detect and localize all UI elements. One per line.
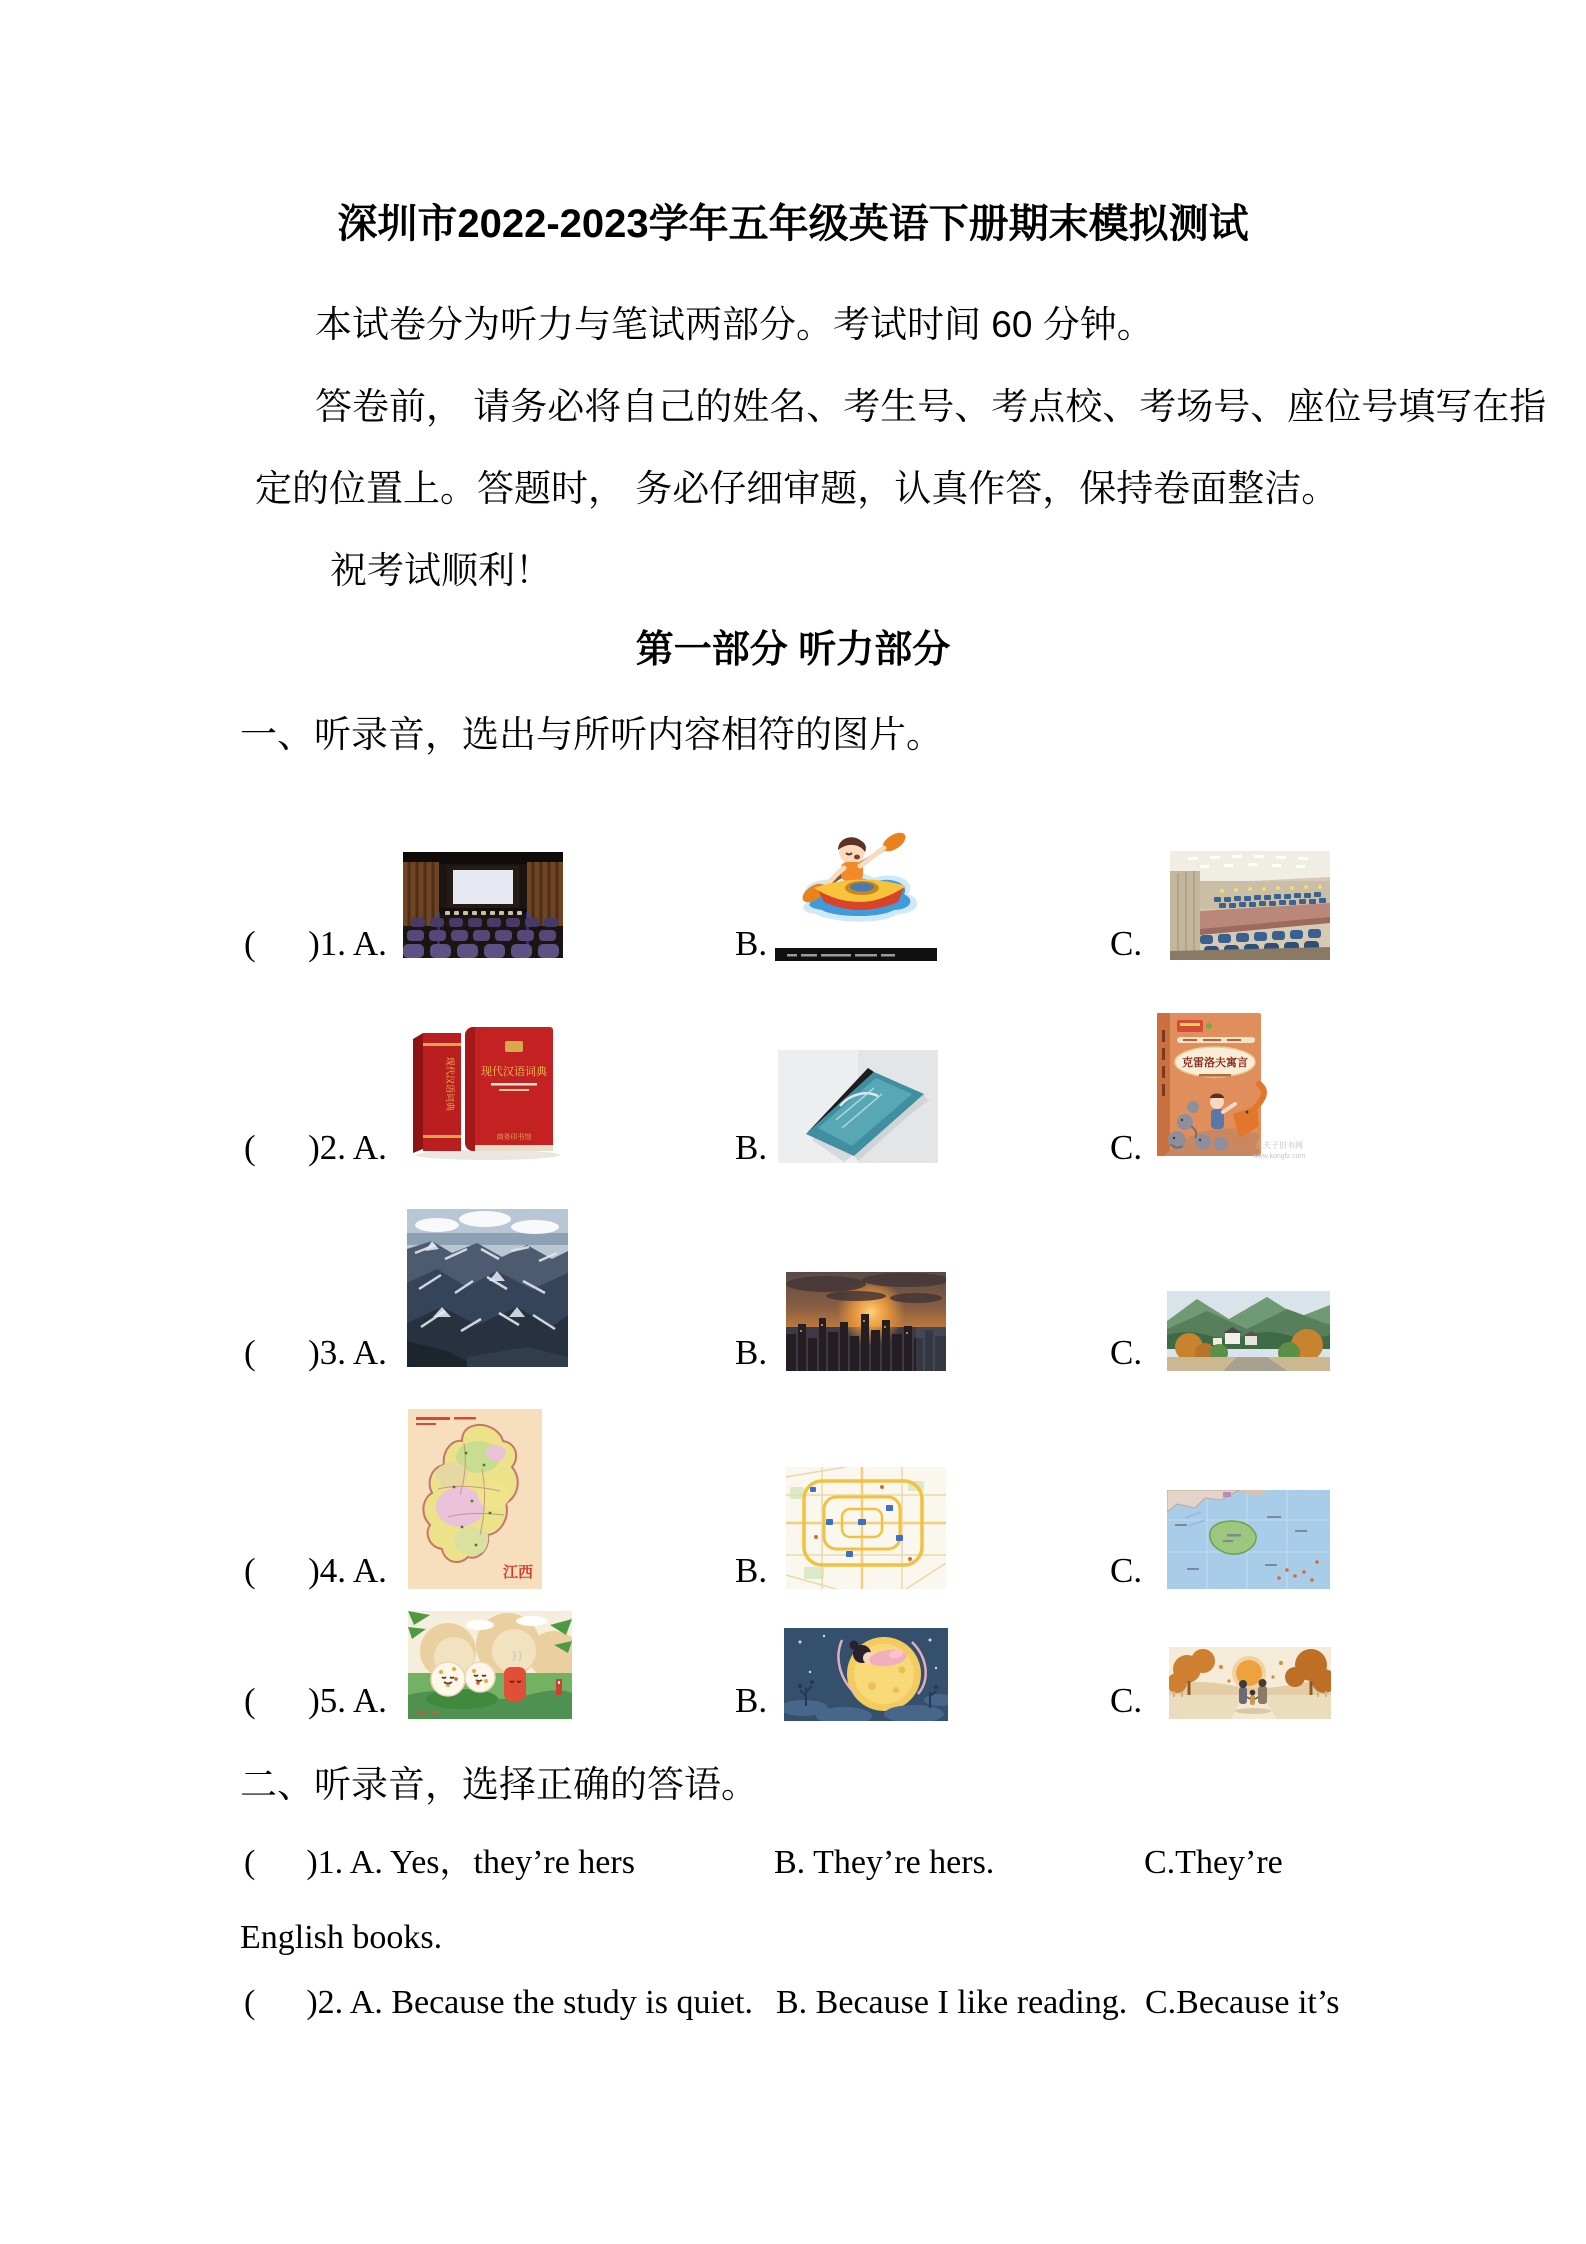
q1-label: ( )1. A. bbox=[244, 924, 387, 963]
s2-q2-option-a: ( )2. A. Because the study is quiet. bbox=[244, 1984, 753, 2021]
q5-option-c-label: C. bbox=[1110, 1681, 1143, 1720]
q2-option-a-image bbox=[403, 1015, 567, 1163]
q3-option-c-image bbox=[1167, 1291, 1330, 1371]
q4-option-c-image bbox=[1167, 1490, 1330, 1589]
girl-on-moon-illustration bbox=[784, 1628, 948, 1721]
q3-option-a-image bbox=[407, 1209, 568, 1367]
q4-option-a-image bbox=[408, 1409, 542, 1589]
q4-option-b-label: B. bbox=[735, 1551, 768, 1590]
q1-option-a-image bbox=[403, 852, 563, 958]
autumn-family-walk-illustration bbox=[1169, 1647, 1331, 1719]
fable-book-title: 克雷洛夫寓言 bbox=[1182, 1057, 1248, 1069]
s2-q2-option-b: B. Because I like reading. bbox=[776, 1984, 1128, 2021]
snowy-mountains-illustration bbox=[407, 1209, 568, 1367]
intro-line-4: 祝考试顺利！ bbox=[330, 550, 552, 591]
q5-option-b-label: B. bbox=[735, 1681, 768, 1720]
island-sea-map-illustration bbox=[1167, 1490, 1330, 1589]
q1-option-b-label: B. bbox=[735, 924, 768, 963]
auditorium-illustration bbox=[1170, 851, 1330, 960]
q2-option-c-image bbox=[1155, 1010, 1305, 1163]
q1-option-b-watermark-bar bbox=[775, 948, 937, 959]
q2-option-b-image bbox=[778, 1050, 938, 1163]
dictionary-spine-title: 现代汉语词典 bbox=[445, 1057, 455, 1112]
city-road-map-illustration bbox=[786, 1467, 946, 1589]
city-sunset-illustration bbox=[786, 1272, 946, 1371]
q4-option-c-label: C. bbox=[1110, 1551, 1143, 1590]
kayak-boy-illustration bbox=[780, 826, 936, 930]
s2-q1-option-b: B. They’re hers. bbox=[774, 1844, 995, 1881]
used-book-watermark-site: 孔夫子旧书网 bbox=[1255, 1141, 1303, 1150]
used-book-watermark-url: www.kongfz.com bbox=[1252, 1153, 1305, 1160]
q2-option-b-label: B. bbox=[735, 1128, 768, 1167]
intro-line-2: 答卷前， 请务必将自己的姓名、考生号、考点校、考场号、座位号填写在指 bbox=[315, 386, 1547, 427]
s2-q2-option-c: C.Because it’s bbox=[1145, 1984, 1340, 2021]
fable-book-illustration bbox=[1155, 1010, 1305, 1163]
q1-option-c-image bbox=[1170, 851, 1330, 960]
q4-option-b-image bbox=[786, 1467, 946, 1589]
section1-instruction: 一、听录音，选出与所听内容相符的图片。 bbox=[240, 714, 943, 755]
dictionary-publisher: 商务印书馆 bbox=[496, 1134, 532, 1141]
jiangxi-map-label: 江西 bbox=[502, 1564, 534, 1581]
q3-option-b-image bbox=[786, 1272, 946, 1371]
q5-option-c-image bbox=[1169, 1647, 1331, 1719]
s2-q1-continuation: English books. bbox=[240, 1919, 443, 1956]
q3-option-c-label: C. bbox=[1110, 1333, 1143, 1372]
page-title: 深圳市2022-2023学年五年级英语下册期末模拟测试 bbox=[337, 202, 1249, 246]
intro-line-1: 本试卷分为听力与笔试两部分。考试时间 60 分钟。 bbox=[315, 304, 1154, 345]
s2-q1-option-a: ( )1. A. Yes，they’re hers bbox=[244, 1844, 635, 1881]
jiangxi-province-map-illustration bbox=[408, 1409, 542, 1589]
part1-heading: 第一部分 听力部分 bbox=[635, 629, 951, 671]
teal-book-photo-illustration bbox=[778, 1050, 938, 1163]
red-dictionaries-illustration bbox=[403, 1015, 567, 1163]
cinema-hall-illustration bbox=[403, 852, 563, 958]
q2-label: ( )2. A. bbox=[244, 1128, 387, 1167]
q1-option-c-label: C. bbox=[1110, 924, 1143, 963]
s2-q1-option-c: C.They’re bbox=[1144, 1844, 1283, 1881]
q2-option-c-label: C. bbox=[1110, 1128, 1143, 1167]
q1-option-b-image bbox=[780, 826, 936, 930]
q5-option-b-image bbox=[784, 1628, 948, 1721]
q4-label: ( )4. A. bbox=[244, 1551, 387, 1590]
q3-option-b-label: B. bbox=[735, 1333, 768, 1372]
mountain-village-illustration bbox=[1167, 1291, 1330, 1371]
intro-line-3: 定的位置上。答题时， 务必仔细审题，认真作答，保持卷面整洁。 bbox=[255, 468, 1339, 509]
rice-dumpling-cartoon-illustration bbox=[408, 1611, 572, 1719]
section2-instruction: 二、听录音，选择正确的答语。 bbox=[240, 1764, 758, 1805]
q5-option-a-image bbox=[408, 1611, 572, 1719]
dictionary-cover-title: 现代汉语词典 bbox=[481, 1066, 547, 1078]
q3-label: ( )3. A. bbox=[244, 1333, 387, 1372]
q5-label: ( )5. A. bbox=[244, 1681, 387, 1720]
watermark-bar-texture bbox=[775, 950, 937, 961]
